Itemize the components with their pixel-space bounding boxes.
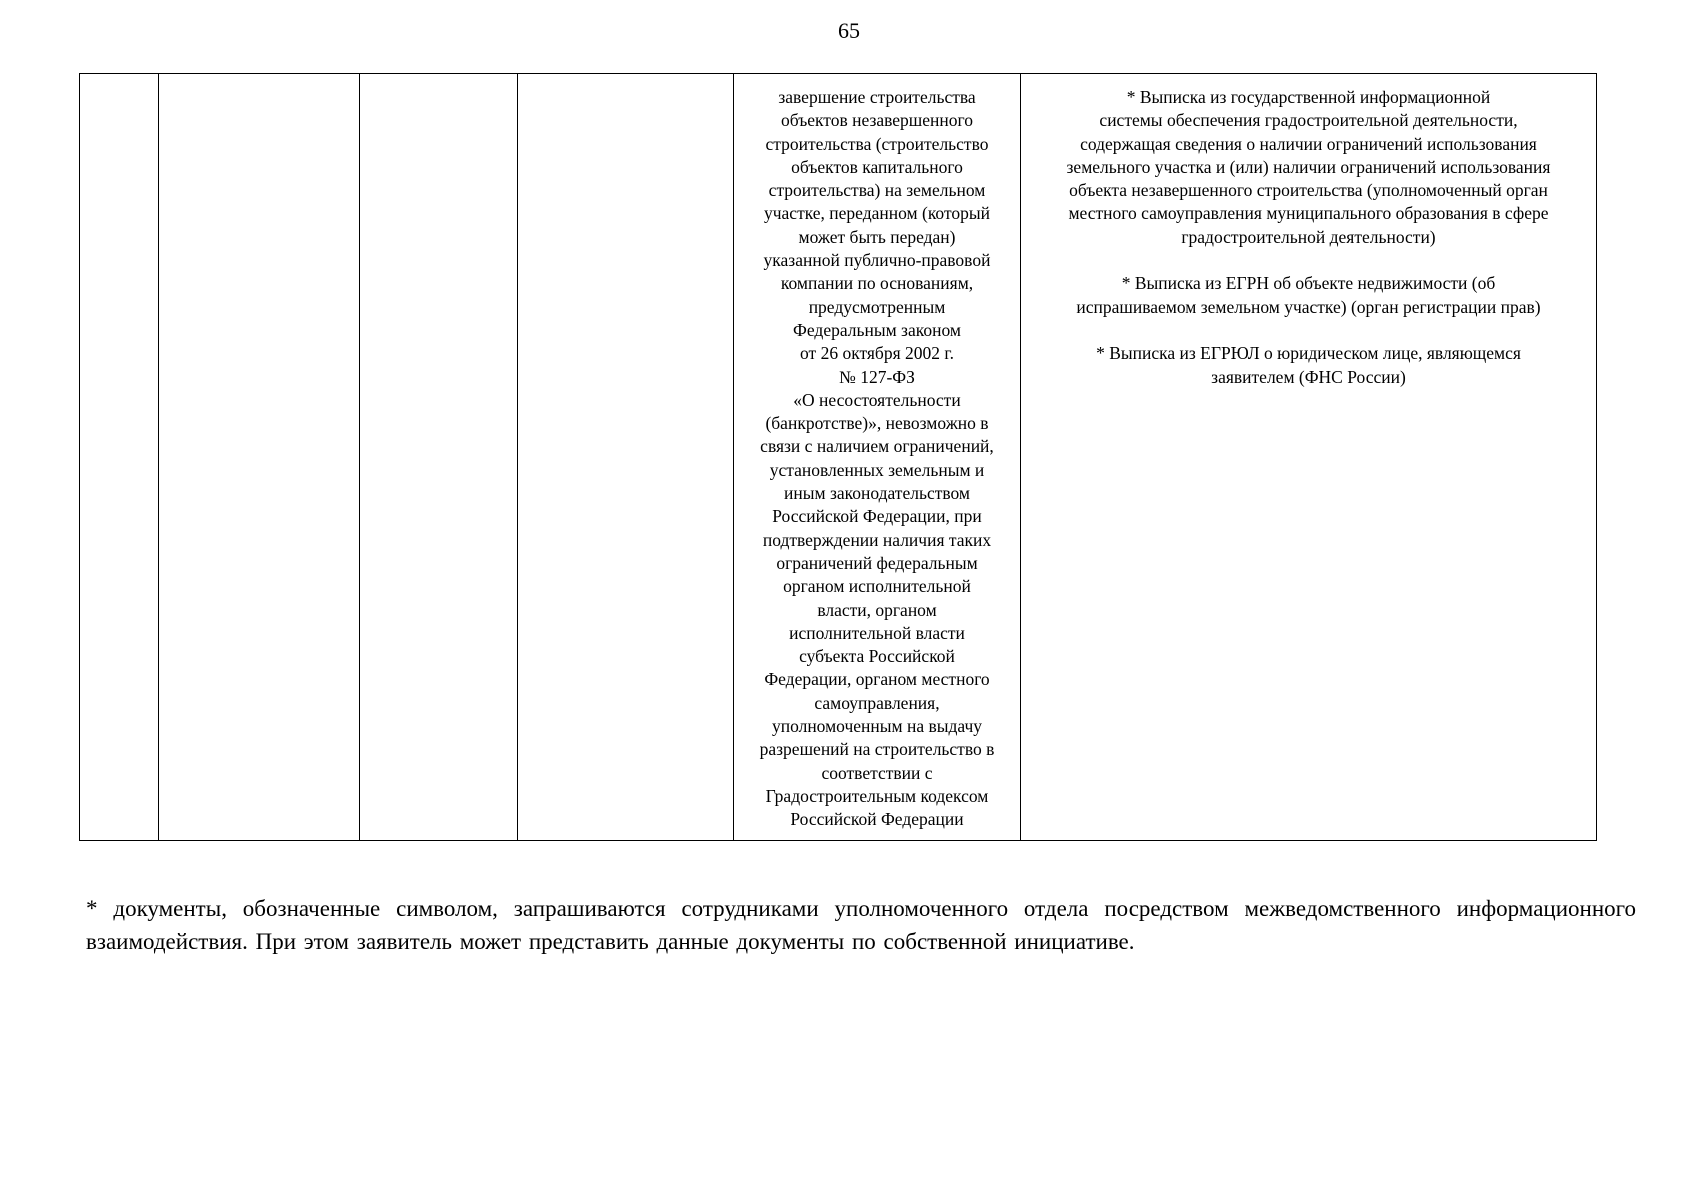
table-row xyxy=(80,74,1597,841)
document-item-gisogd: * Выписка из государственной информационной системы обеспечения градостроительной деятельности, содержащая сведения о наличии ограничений использования земельного участка и (или) наличии ограничений использования объекта незавершенного строительства (уполномоченный орган местного самоуправления муниципального образования в сфере градостроительной деятельности) xyxy=(1066,87,1551,247)
continuation-table xyxy=(79,73,1597,841)
documents-cell xyxy=(1021,74,1597,841)
page-number: 65 xyxy=(838,18,860,43)
document-item-egrn: * Выписка из ЕГРН об объекте недвижимости (об испрашиваемом земельном участке) (орган регистрации прав) xyxy=(1076,273,1541,317)
table-cell-col3 xyxy=(360,74,518,841)
refusal-basis-cell: завершение строительства объектов незавершенного строительства (строительство объектов капитального строительства) на земельном участке, переданном (который может быть передан) указанной публично-правовой компании по основаниям, предусмотренным Федеральным законом от 26 октября 2002 г. № 127-ФЗ «О несостоятельности (банкротстве)», невозможно в связи с наличием ограничений, установленных земельным и иным законодательством Российской Федерации, при подтверждении наличия таких ограничений федеральным органом исполнительной власти, органом исполнительной власти субъекта Российской Федерации, органом местного самоуправления, уполномоченным на выдачу разрешений на строительство в соответствии с Градостроительным кодексом Российской Федерации xyxy=(734,74,1021,841)
table-cell-col4 xyxy=(518,74,734,841)
document-item-egrul: * Выписка из ЕГРЮЛ о юридическом лице, являющемся заявителем (ФНС России) xyxy=(1096,343,1521,387)
footnote: * документы, обозначенные символом, запрашиваются сотрудниками уполномоченного отдела посредством межведомственного информационного взаимодействия. При этом заявитель может представить данные документы по собственной инициативе. xyxy=(86,896,1636,954)
table-cell-col1 xyxy=(80,74,159,841)
table-cell-col2 xyxy=(159,74,360,841)
